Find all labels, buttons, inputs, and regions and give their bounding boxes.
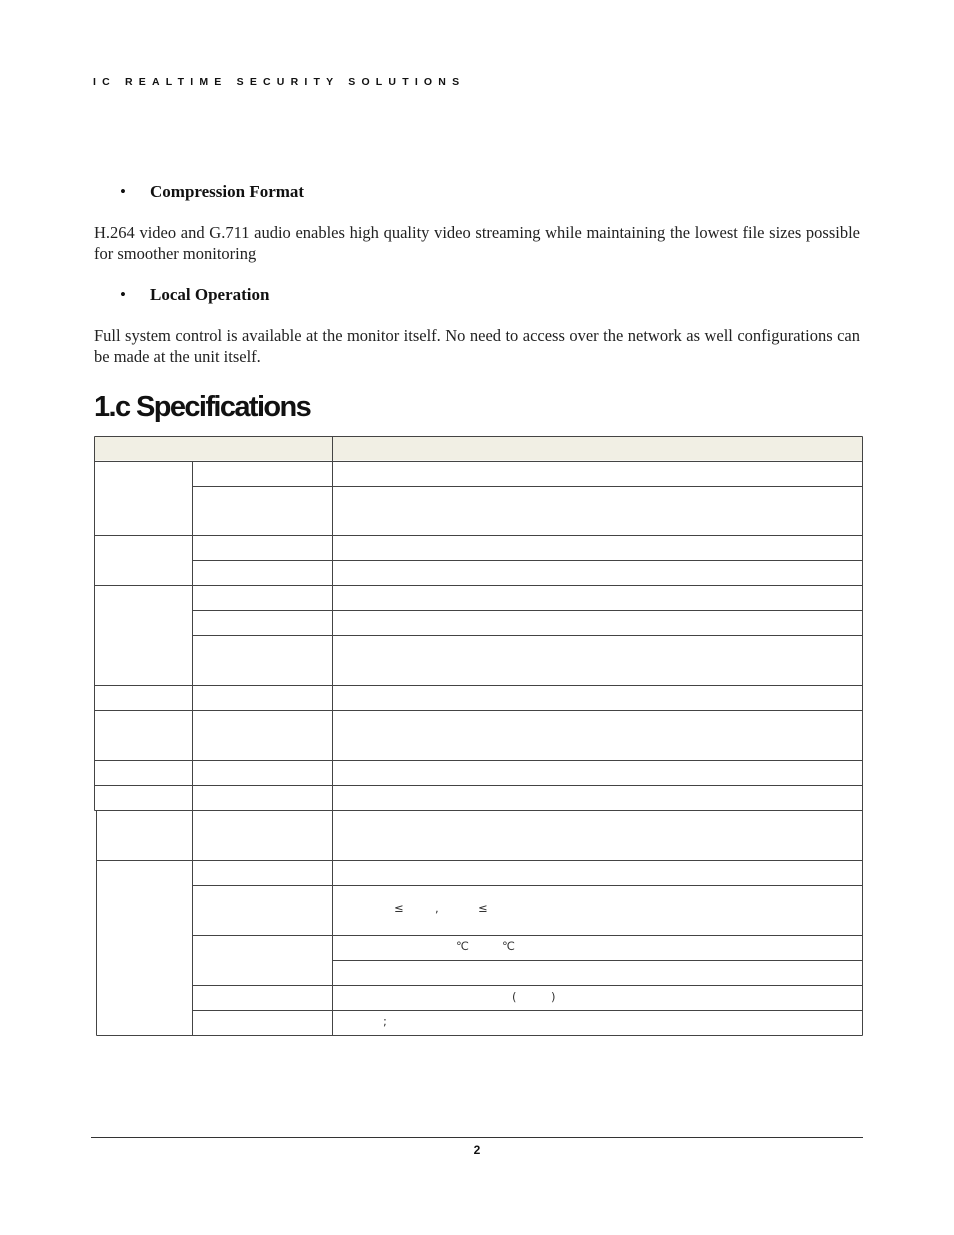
feature-description: Full system control is available at the monitor itself. No need to access over the network as well configurations can be made at the unit itself. [94,326,860,366]
less-equal-symbol: ≤ [394,901,404,915]
semicolon-symbol: ; [383,1014,387,1028]
table-header-row [95,437,863,461]
feature-description: H.264 video and G.711 audio enables high quality video streaming while maintaining the lowest file sizes possible for smoother monitoring [94,223,860,263]
feature-title: Compression Format [150,182,305,201]
section-heading: 1.c Specifications [94,391,311,423]
feature-heading [120,182,304,202]
page-number: 2 [473,1143,481,1157]
table-grid [94,436,863,1036]
running-header: IC REALTIME SECURITY SOLUTIONS [93,76,466,88]
degree-celsius-symbol: ℃ [456,939,469,953]
bullet-icon: • [120,285,126,304]
footer-divider [91,1137,863,1138]
feature-heading [120,285,269,305]
comma-symbol: , [435,901,439,915]
feature-title: Local Operation [150,285,270,304]
degree-celsius-symbol: ℃ [502,939,515,953]
bullet-icon: • [120,182,126,201]
close-parenthesis-symbol: ) [551,990,556,1004]
less-equal-symbol: ≤ [478,901,488,915]
specifications-table [94,436,863,1036]
open-parenthesis-symbol: ( [512,990,517,1004]
